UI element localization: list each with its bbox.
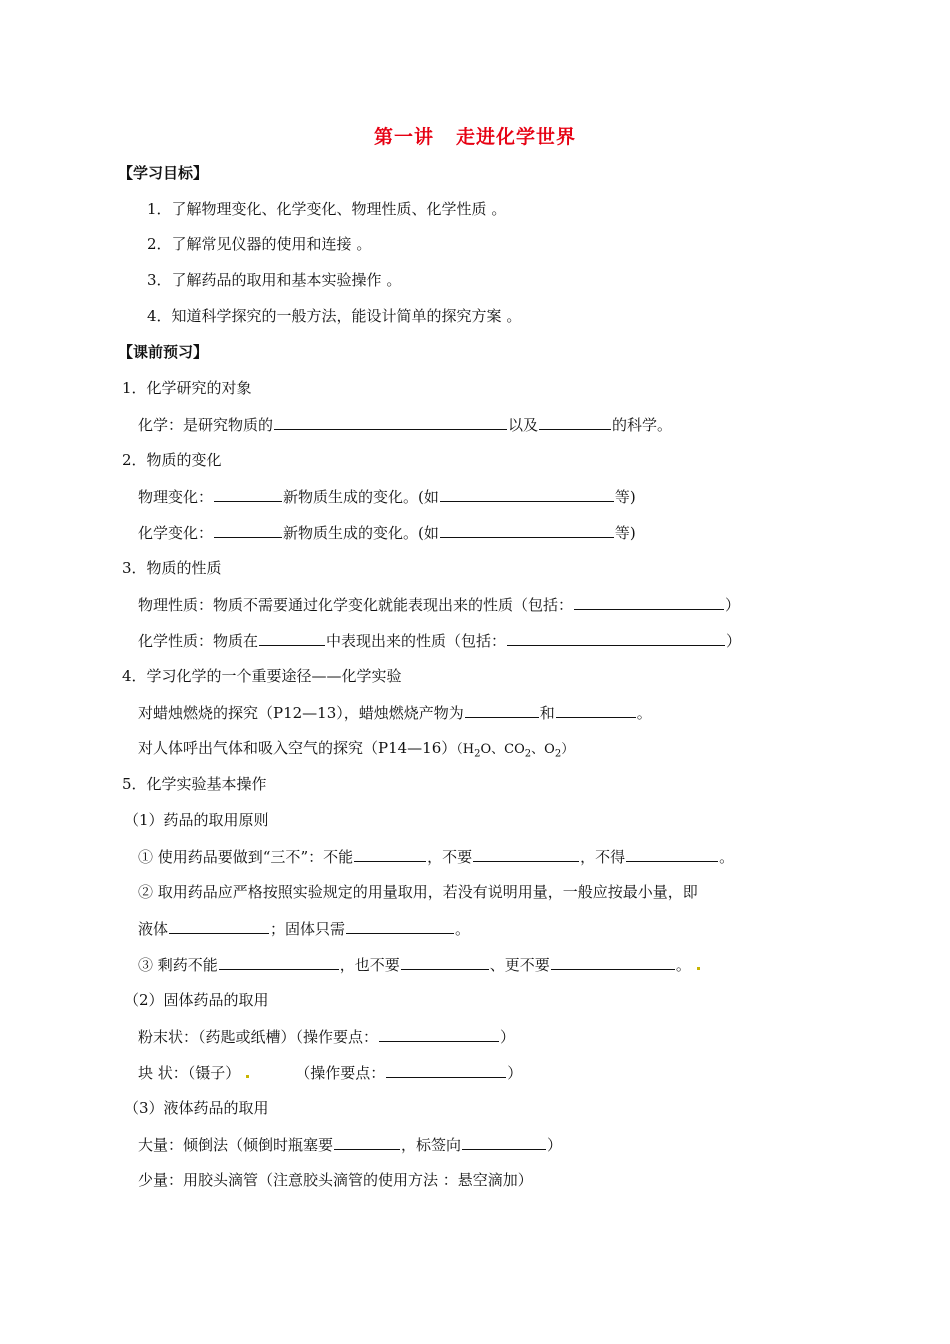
fill-blank[interactable] [462, 1134, 546, 1150]
dosage-line: ② 取用药品应严格按照实验规定的用量取用，若没有说明用量，一般应按最小量，即 [138, 883, 698, 901]
block-line: 块 状：（镊子） （操作要点： ） [138, 1064, 523, 1082]
fill-blank[interactable] [556, 702, 636, 718]
fill-blank[interactable] [259, 630, 325, 646]
section-5-1-title: （1）药品的取用原则 [124, 811, 269, 829]
section-4-title: 4．学习化学的一个重要途径——化学实验 [122, 667, 402, 685]
fill-blank[interactable] [346, 918, 454, 934]
mark-dot [697, 967, 700, 970]
goal-item-2: 2．了解常见仪器的使用和连接 。 [147, 235, 372, 253]
goal-item-3: 3．了解药品的取用和基本实验操作 。 [147, 271, 402, 289]
fill-blank[interactable] [507, 630, 725, 646]
fill-blank[interactable] [440, 486, 614, 502]
fill-blank[interactable] [354, 846, 426, 862]
section-5-2-title: （2）固体药品的取用 [124, 991, 269, 1009]
goal-item-1: 1．了解物理变化、化学变化、物理性质、化学性质 。 [147, 200, 507, 218]
fill-blank[interactable] [169, 918, 269, 934]
physical-property-line: 物理性质：物质不需要通过化学变化就能表现出来的性质（包括： ） [138, 596, 741, 614]
title-part1: 第一讲 [373, 126, 434, 148]
goals-heading: 【学习目标】 [118, 164, 209, 182]
section-3-title: 3．物质的性质 [122, 559, 222, 577]
title-part2: 走进化学世界 [456, 126, 577, 148]
chem-formulas: （$H_2O$、$CO_2$、$O_2$） [456, 742, 575, 760]
fill-blank[interactable] [539, 414, 611, 430]
fill-blank[interactable] [465, 702, 539, 718]
section-5-3-title: （3）液体药品的取用 [124, 1099, 269, 1117]
fill-blank[interactable] [219, 954, 339, 970]
section-1-line: 化学：是研究物质的 以及 的科学。 [138, 416, 673, 434]
fill-blank[interactable] [473, 846, 579, 862]
fill-blank[interactable] [334, 1134, 400, 1150]
fill-blank[interactable] [626, 846, 718, 862]
dosage-amount-line: 液体 ；固体只需 。 [138, 920, 471, 938]
leftover-line: ③ 剩药不能 ，也不要 、更不要 。 [138, 954, 700, 975]
fill-blank[interactable] [401, 954, 489, 970]
page-title [0, 127, 950, 147]
pouring-line: 大量：倾倒法（倾倒时瓶塞要 ，标签向 ） [138, 1136, 563, 1154]
section-2-title: 2．物质的变化 [122, 451, 222, 469]
goal-item-4: 4．知道科学探究的一般方法，能设计简单的探究方案 。 [147, 307, 522, 325]
chemical-property-line: 化学性质：物质在 中表现出来的性质（包括： ） [138, 632, 742, 650]
fill-blank[interactable] [379, 1026, 499, 1042]
fill-blank[interactable] [214, 522, 282, 538]
fill-blank[interactable] [214, 486, 282, 502]
fill-blank[interactable] [274, 414, 507, 430]
fill-blank[interactable] [440, 522, 614, 538]
three-nots-line: ① 使用药品要做到“三不”：不能 ，不要 ，不得 。 [138, 848, 735, 866]
chemical-change-line: 化学变化： 新物质生成的变化。(如 等) [138, 524, 636, 542]
dropper-line: 少量：用胶头滴管（注意胶头滴管的使用方法 ：悬空滴加） [138, 1171, 533, 1189]
preview-heading: 【课前预习】 [118, 343, 209, 361]
candle-line: 对蜡烛燃烧的探究（P12—13），蜡烛燃烧产物为 和 。 [138, 704, 652, 722]
fill-blank[interactable] [574, 594, 724, 610]
mark-dot [246, 1075, 249, 1078]
section-5-title: 5．化学实验基本操作 [122, 775, 267, 793]
powder-line: 粉末状：（药匙或纸槽）（操作要点： ） [138, 1028, 516, 1046]
section-1-title: 1．化学研究的对象 [122, 379, 252, 397]
fill-blank[interactable] [551, 954, 675, 970]
physical-change-line: 物理变化： 新物质生成的变化。(如 等) [138, 488, 636, 506]
breath-line: 对人体呼出气体和吸入空气的探究$(P14—16)(H_2O$、$CO_2$、$O_2$） [138, 739, 575, 760]
fill-blank[interactable] [386, 1062, 506, 1078]
